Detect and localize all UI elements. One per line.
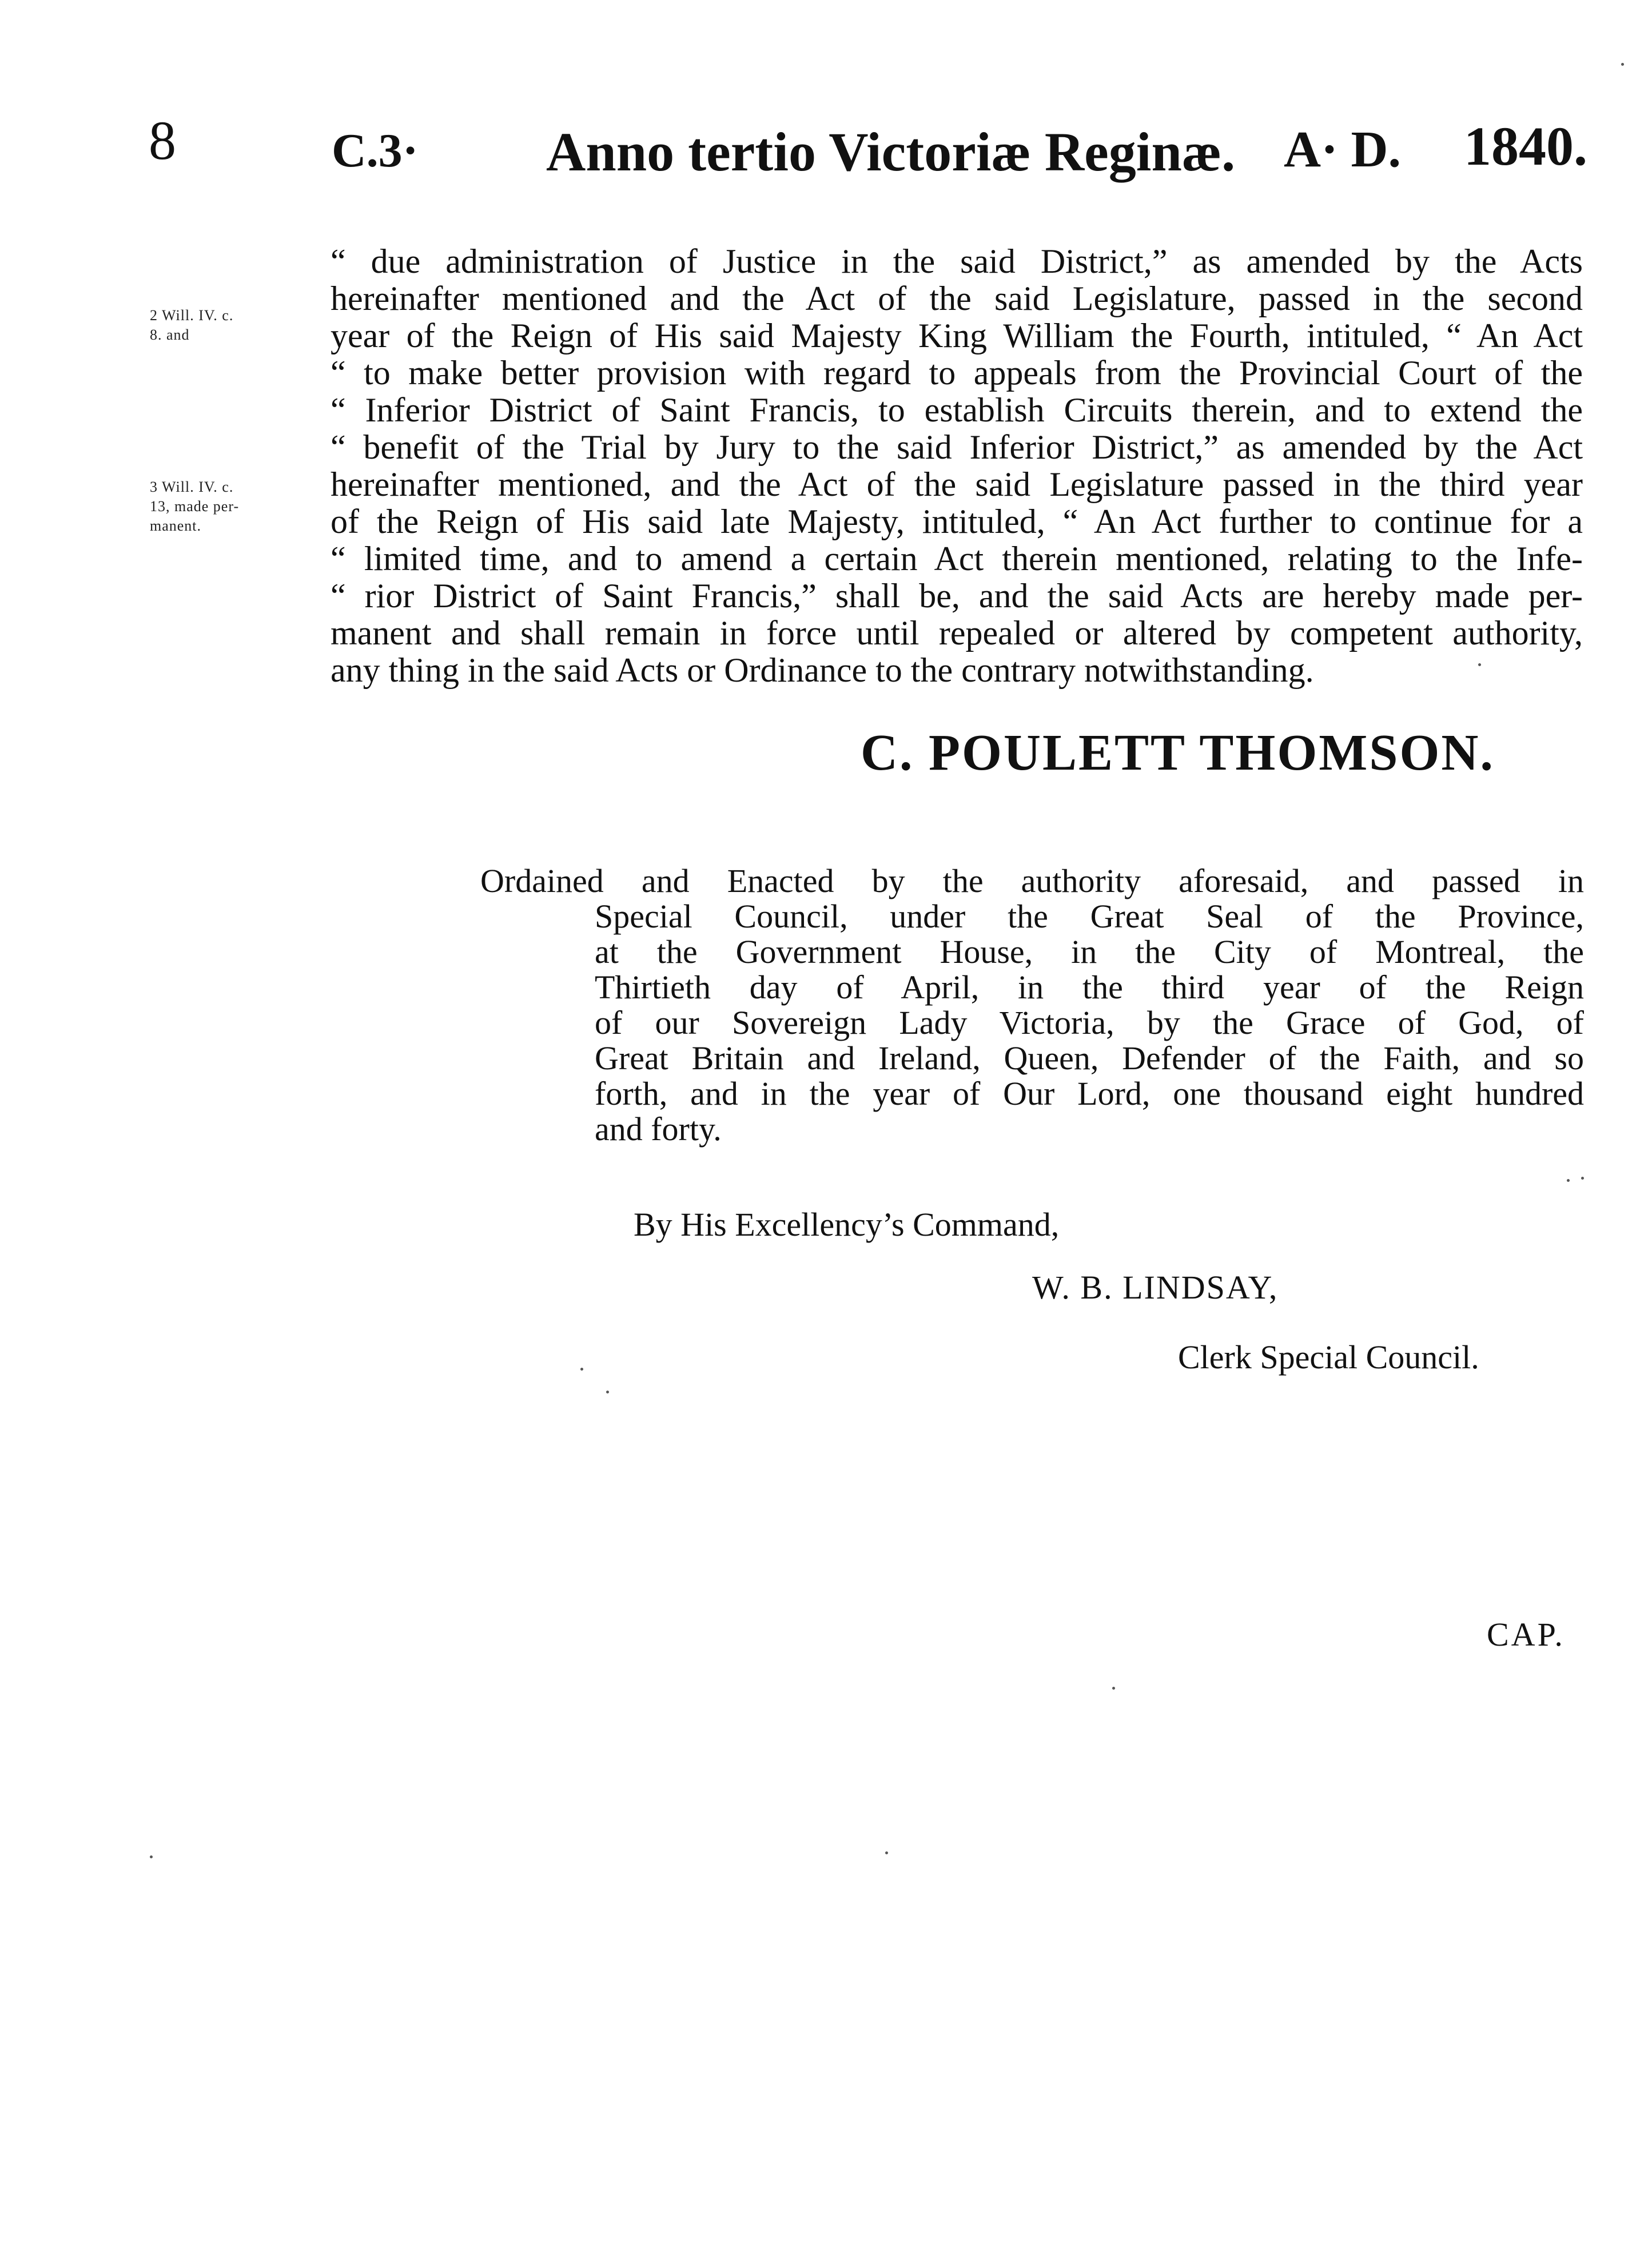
body-line: “ benefit of the Trial by Jury to the said Inferior District,” as amended by the Act — [331, 428, 1583, 466]
margin-note-line: 13, made per- — [150, 498, 240, 515]
margin-note-line: manent. — [150, 517, 202, 534]
enactment-line: Ordained and Enacted by the authority aforesaid, and passed in — [480, 862, 1584, 899]
enactment-line: at the Government House, in the City of Montreal, the — [595, 933, 1584, 970]
enactment-line: of our Sovereign Lady Victoria, by the Grace of God, of — [595, 1004, 1584, 1041]
scan-speck — [1567, 1179, 1570, 1182]
scan-speck — [606, 1391, 609, 1393]
chapter-number: C.3· — [332, 124, 419, 177]
margin-note-line: 2 Will. IV. c. — [150, 307, 234, 324]
body-line: “ to make better provision with regard to appeals from the Provincial Court of the — [331, 354, 1583, 392]
body-line: “ Inferior District of Saint Francis, to establish Circuits therein, and to extend the — [331, 391, 1583, 429]
enactment-line: Special Council, under the Great Seal of the Province, — [595, 898, 1584, 935]
scan-speck — [1621, 63, 1624, 66]
scan-speck — [1478, 663, 1481, 666]
body-line: “ limited time, and to amend a certain Act therein mentioned, relating to the Infe- — [331, 540, 1583, 578]
scan-speck — [1581, 1177, 1584, 1180]
scan-speck — [1112, 1687, 1115, 1690]
body-line: of the Reign of His said late Majesty, intituled, “ An Act further to continue for a — [331, 503, 1583, 540]
enactment-line: Thirtieth day of April, in the third year of the Reign — [595, 969, 1584, 1006]
body-line: manent and shall remain in force until repealed or altered by competent authority, — [331, 614, 1583, 652]
enactment-line: and forty. — [595, 1110, 722, 1148]
clerk-title: Clerk Special Council. — [1178, 1339, 1479, 1376]
body-line: year of the Reign of His said Majesty King William the Fourth, intituled, “ An Act — [331, 317, 1583, 355]
margin-note-2 — [150, 477, 239, 536]
running-title: Anno tertio Victoriæ Reginæ. — [546, 121, 1236, 182]
anno-domini-label: A· D. — [1284, 121, 1402, 178]
page-number: 8 — [149, 110, 176, 171]
header-year: 1840. — [1464, 116, 1587, 177]
governor-signature: C. POULETT THOMSON. — [861, 724, 1495, 781]
body-line: any thing in the said Acts or Ordinance to the contrary notwithstanding. — [331, 651, 1314, 689]
margin-note-line: 8. and — [150, 326, 190, 343]
command-line: By His Excellency’s Command, — [634, 1206, 1060, 1243]
scan-speck — [580, 1368, 583, 1371]
margin-note-1 — [150, 306, 233, 345]
body-line: hereinafter mentioned and the Act of the said Legislature, passed in the second — [331, 280, 1583, 317]
body-line: “ rior District of Saint Francis,” shall be, and the said Acts are hereby made per- — [331, 577, 1583, 615]
margin-note-line: 3 Will. IV. c. — [150, 479, 234, 495]
scan-speck — [885, 1851, 888, 1854]
body-line: hereinafter mentioned, and the Act of the said Legislature passed in the third year — [331, 465, 1583, 503]
clerk-signature: W. B. LINDSAY, — [1032, 1269, 1279, 1306]
catchword: CAP. — [1487, 1616, 1565, 1653]
enactment-line: forth, and in the year of Our Lord, one thousand eight hundred — [595, 1075, 1584, 1112]
body-line: “ due administration of Justice in the said District,” as amended by the Acts — [331, 242, 1583, 280]
enactment-line: Great Britain and Ireland, Queen, Defender of the Faith, and so — [595, 1040, 1584, 1077]
scan-speck — [150, 1855, 153, 1858]
